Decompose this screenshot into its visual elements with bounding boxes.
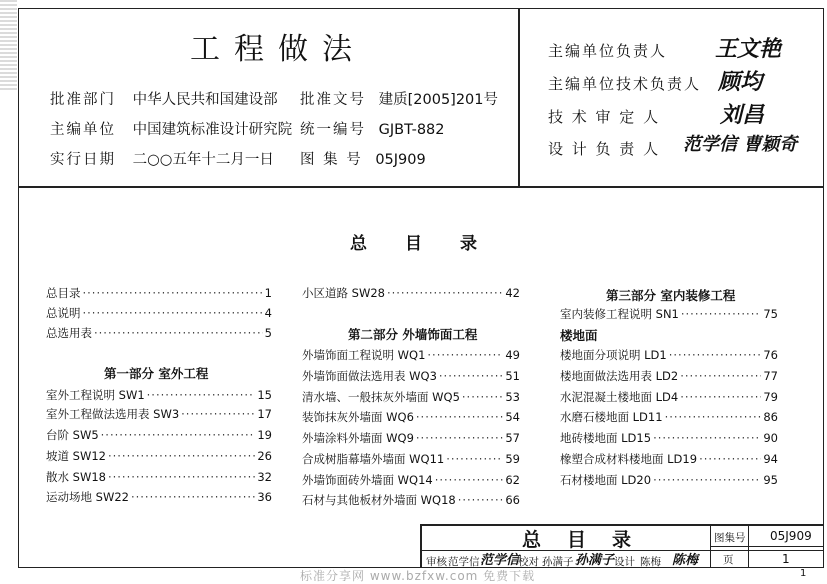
toc-entry[interactable] — [302, 285, 520, 301]
toc-entry-page: 53 — [505, 390, 520, 404]
toc-entry-page: 54 — [505, 410, 520, 424]
toc-entry-page: 95 — [763, 473, 778, 487]
section-heading: 第三部分 室内装修工程 — [606, 288, 736, 303]
docinfo-label: 统一编号 — [300, 122, 366, 138]
design-name: 陈梅 — [640, 556, 661, 568]
toc-entry-title: 楼地面分项说明 LD1 — [560, 348, 667, 362]
leader-dots — [416, 410, 503, 424]
toc-entry[interactable] — [46, 448, 272, 464]
signature: 范学信 曹颖奇 — [683, 134, 798, 155]
toc-entry[interactable] — [302, 492, 520, 508]
toc-entry-title: 外墙饰面砖外墙面 WQ14 — [302, 473, 433, 487]
leader-dots — [699, 452, 761, 466]
header-split — [518, 8, 520, 187]
signature: 陈梅 — [672, 553, 699, 568]
toc-entry-page: 77 — [763, 369, 778, 383]
toc-entry-title: 外墙涂料外墙面 WQ9 — [302, 431, 414, 445]
titleblock-title: 总目录 — [522, 529, 658, 551]
leader-dots — [435, 473, 504, 487]
toc-entry-page: 90 — [763, 431, 778, 445]
leader-dots — [108, 470, 255, 484]
leader-dots — [669, 348, 762, 362]
toc-entry-page: 59 — [505, 452, 520, 466]
toc-entry-page: 76 — [763, 348, 778, 362]
toc-entry-page: 15 — [257, 388, 272, 402]
toc-entry[interactable] — [46, 469, 272, 485]
toc-entry-page: 5 — [264, 326, 272, 340]
docinfo-row — [300, 88, 498, 109]
toc-entry-title: 台阶 SW5 — [46, 428, 99, 442]
approval-label: 实行日期 — [50, 152, 116, 168]
toc-entry-page: 94 — [763, 452, 778, 466]
responsible-role: 主编单位技术负责人 — [548, 75, 702, 93]
docinfo-row — [300, 118, 445, 139]
docinfo-label: 图 集 号 — [300, 152, 363, 168]
signature: 王文艳 — [715, 36, 782, 62]
toc-entry-page: 32 — [257, 470, 272, 484]
toc-entry-page: 62 — [505, 473, 520, 487]
docinfo-label: 批准文号 — [300, 92, 366, 108]
leader-dots — [131, 490, 255, 504]
toc-entry-title: 装饰抹灰外墙面 WQ6 — [302, 410, 414, 424]
toc-entry[interactable] — [560, 368, 778, 384]
toc-title: 总目录 — [350, 234, 515, 254]
toc-entry-title: 室外工程做法选用表 SW3 — [46, 407, 180, 421]
leader-dots — [427, 348, 503, 362]
toc-entry-title: 总目录 — [46, 286, 81, 300]
toc-entry[interactable] — [46, 285, 272, 301]
toc-entry[interactable] — [46, 406, 272, 422]
signature: 范学信 — [480, 553, 520, 568]
toc-entry-title: 运动场地 SW22 — [46, 490, 129, 504]
toc-entry-page: 49 — [505, 348, 520, 362]
toc-entry[interactable] — [560, 430, 778, 446]
toc-entry[interactable] — [302, 430, 520, 446]
watermark: 标准分享网 www.bzfxw.com 免费下载 — [300, 569, 536, 583]
toc-entry-title: 外墙饰面工程说明 WQ1 — [302, 348, 426, 362]
toc-entry-page: 66 — [505, 493, 520, 507]
leader-dots — [653, 473, 761, 487]
toc-entry[interactable] — [560, 409, 778, 425]
toc-entry[interactable] — [302, 409, 520, 425]
toc-entry-page: 17 — [257, 407, 272, 421]
toc-entry-page: 51 — [505, 369, 520, 383]
approval-row — [50, 118, 292, 139]
toc-entry[interactable] — [302, 451, 520, 467]
toc-entry[interactable] — [46, 489, 272, 505]
titleblock-mid-line — [710, 546, 824, 547]
signature: 顾均 — [718, 69, 763, 95]
toc-entry-page: 86 — [763, 410, 778, 424]
toc-entry-title: 散水 SW18 — [46, 470, 106, 484]
toc-entry-title: 总选用表 — [46, 326, 92, 340]
leader-dots — [181, 407, 255, 421]
leader-dots — [147, 388, 256, 402]
responsible-role: 技 术 审 定 人 — [548, 108, 661, 126]
toc-entry[interactable] — [46, 427, 272, 443]
toc-entry-title: 楼地面做法选用表 LD2 — [560, 369, 679, 383]
leader-dots — [680, 390, 761, 404]
atlas-number-label: 图集号 — [714, 532, 746, 544]
approval-value: 中国建筑标准设计研究院 — [132, 122, 293, 138]
toc-entry-title: 石材楼地面 LD20 — [560, 473, 652, 487]
toc-entry-title: 室内装修工程说明 SN1 — [560, 307, 679, 321]
leader-dots — [83, 286, 263, 300]
responsible-role: 设 计 负 责 人 — [548, 140, 661, 158]
signature: 孙满子 — [575, 553, 615, 568]
leader-dots — [665, 410, 762, 424]
approval-label: 主编单位 — [50, 122, 116, 138]
leader-dots — [439, 369, 503, 383]
docinfo-value: 建质[2005]201号 — [378, 92, 499, 108]
review-label: 审核 — [426, 556, 447, 568]
toc-entry-title: 外墙饰面做法选用表 WQ3 — [302, 369, 437, 383]
toc-entry[interactable] — [46, 325, 272, 341]
toc-entry-title: 室外工程说明 SW1 — [46, 388, 145, 402]
review-name: 范学信 — [448, 556, 480, 568]
toc-entry[interactable] — [302, 389, 520, 405]
toc-entry[interactable] — [560, 389, 778, 405]
toc-entry-title: 水磨石楼地面 LD11 — [560, 410, 663, 424]
page-label: 页 — [723, 554, 734, 566]
leader-dots — [680, 369, 761, 383]
page-title: 工程做法 — [190, 32, 366, 67]
toc-entry-title: 合成树脂幕墙外墙面 WQ11 — [302, 452, 445, 466]
toc-entry-page: 19 — [257, 428, 272, 442]
toc-entry-page: 4 — [264, 306, 272, 320]
approval-row — [50, 88, 278, 109]
atlas-number-value: 05J909 — [770, 529, 812, 543]
toc-entry[interactable] — [560, 472, 778, 488]
header-divider — [18, 186, 824, 188]
design-label: 设计 — [614, 556, 635, 568]
approval-row — [50, 148, 274, 169]
toc-entry-title: 清水墙、一般抹灰外墙面 WQ5 — [302, 390, 460, 404]
leader-dots — [387, 286, 503, 300]
titleblock-left-border — [420, 524, 422, 568]
section-heading: 第一部分 室外工程 — [104, 366, 209, 381]
responsible-role: 主编单位负责人 — [548, 42, 668, 60]
toc-entry-page: 26 — [257, 449, 272, 463]
toc-entry-title: 地砖楼地面 LD15 — [560, 431, 652, 445]
check-label: 校对 — [518, 556, 539, 568]
leader-dots — [108, 449, 255, 463]
docinfo-value: 05J909 — [375, 152, 426, 168]
toc-entry[interactable] — [302, 347, 520, 363]
docinfo-value: GJBT-882 — [378, 122, 445, 138]
section-heading: 第二部分 外墙饰面工程 — [348, 327, 478, 342]
leader-dots — [101, 428, 256, 442]
leader-dots — [681, 307, 761, 321]
toc-entry[interactable] — [302, 472, 520, 488]
toc-entry-title: 总说明 — [46, 306, 81, 320]
approval-value: 中华人民共和国建设部 — [132, 92, 278, 108]
approval-value: 二○○五年十二月一日 — [132, 152, 274, 168]
toc-entry-page: 42 — [505, 286, 520, 300]
toc-entry-page: 57 — [505, 431, 520, 445]
leader-dots — [94, 326, 263, 340]
leader-dots — [446, 452, 503, 466]
toc-entry-page: 36 — [257, 490, 272, 504]
toc-entry-page: 1 — [264, 286, 272, 300]
toc-entry-title: 水泥混凝土楼地面 LD4 — [560, 390, 679, 404]
toc-entry[interactable] — [46, 387, 272, 403]
toc-entry-page: 75 — [763, 307, 778, 321]
toc-entry-title: 坡道 SW12 — [46, 449, 106, 463]
leader-dots — [462, 390, 503, 404]
subsection-heading: 楼地面 — [560, 328, 598, 343]
toc-entry-title: 橡塑合成材料楼地面 LD19 — [560, 452, 698, 466]
page-value: 1 — [782, 552, 790, 566]
docinfo-row — [300, 148, 426, 169]
leader-dots — [458, 493, 504, 507]
toc-entry[interactable] — [560, 451, 778, 467]
toc-entry[interactable] — [46, 305, 272, 321]
toc-entry[interactable] — [560, 306, 778, 322]
check-name: 孙满子 — [542, 556, 574, 568]
scan-edge — [0, 0, 17, 90]
toc-entry-title: 石材与其他板材外墙面 WQ18 — [302, 493, 456, 507]
leader-dots — [83, 306, 263, 320]
leader-dots — [653, 431, 761, 445]
signature: 刘昌 — [720, 102, 765, 128]
approval-label: 批准部门 — [50, 92, 116, 108]
toc-entry-page: 79 — [763, 390, 778, 404]
leader-dots — [416, 431, 503, 445]
toc-entry[interactable] — [560, 347, 778, 363]
toc-entry[interactable] — [302, 368, 520, 384]
page-number: 1 — [800, 568, 807, 579]
toc-entry-title: 小区道路 SW28 — [302, 286, 385, 300]
